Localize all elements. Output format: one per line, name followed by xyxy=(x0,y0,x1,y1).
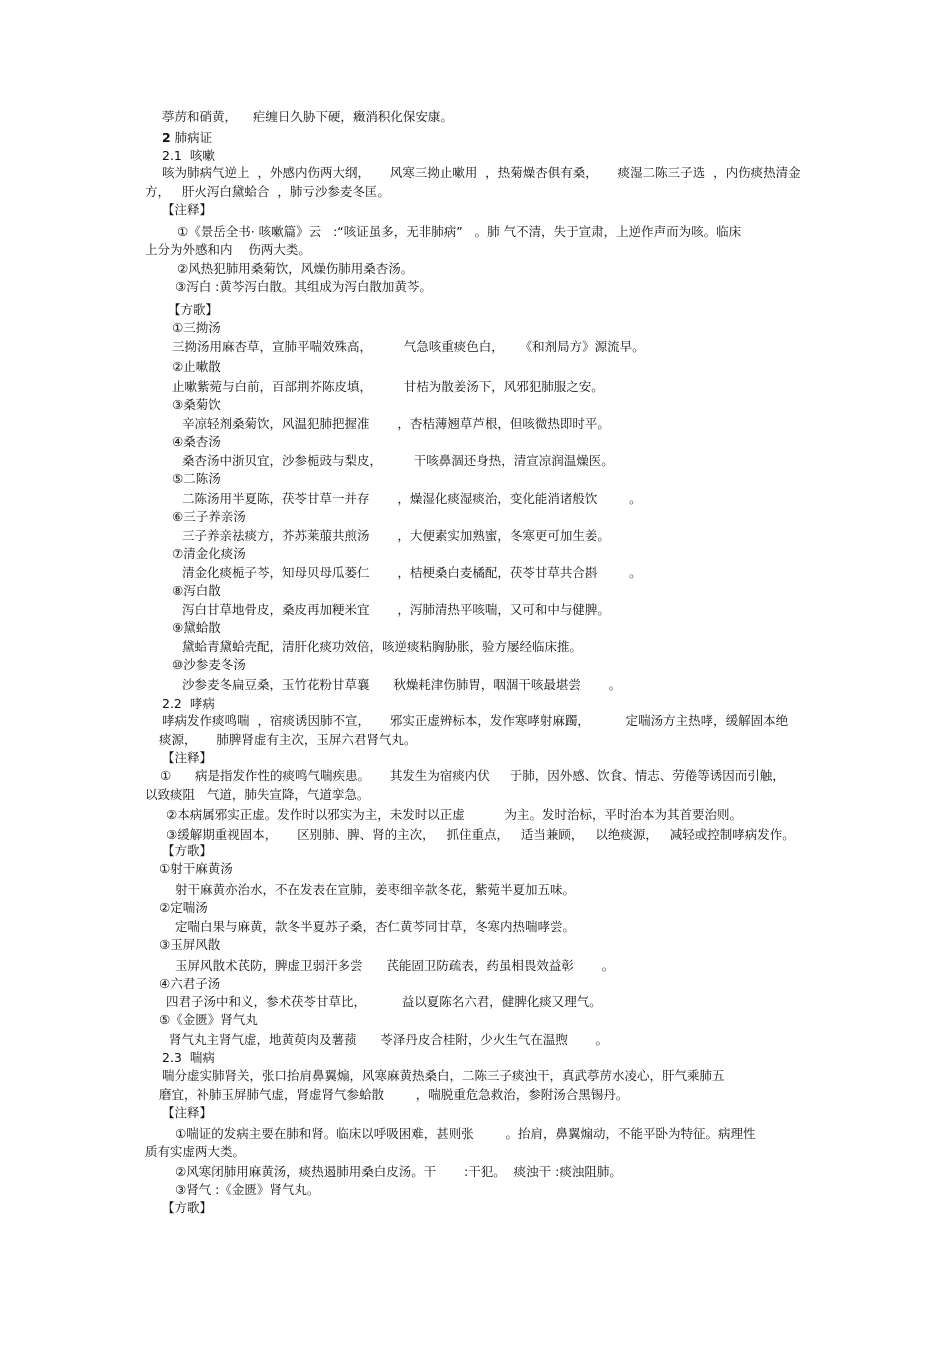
text-line: ②风寒闭肺用麻黄汤，痰热遏肺用桑白皮汤。干 :干犯。 痰浊干 :痰浊阻肺。 xyxy=(175,1164,622,1179)
text-line: ②本病属邪实正虚。发作时以邪实为主，未发时以正虚 为主。发时治标，平时治本为其首要治则。 xyxy=(166,807,742,822)
text-line: ①《景岳全书· 咳嗽篇》云 :“咳证虽多，无非肺病” 。肺 气不清，失于宣肃，上逆作声而为咳。临床 xyxy=(177,224,742,239)
section-title: 肺病证 xyxy=(170,130,213,145)
text-line: ②风热犯肺用桑菊饮，风燥伤肺用桑杏汤。 xyxy=(177,261,414,276)
text-line: 黛蛤青黛蛤壳配，清肝化痰功效倍，咳逆痰粘胸胁胀，验方屡经临床推。 xyxy=(182,639,583,654)
text-line: 磨宜，补肺玉屏肺气虚，肾虚肾气参蛤散 ，喘脱重危急救治，参附汤合黑锡丹。 xyxy=(159,1087,629,1102)
text-line xyxy=(162,132,212,145)
text-line: 2.3 喘病 xyxy=(162,1050,215,1065)
text-line: 射干麻黄亦治水，不在发表在宣肺，姜枣细辛款冬花，紫菀半夏加五味。 xyxy=(175,882,576,897)
text-line: 喘分虚实肺肾关，张口抬肩鼻翼煽，风寒麻黄热桑白，二陈三子痰浊干，真武葶苈水凌心，肝气乘肺五 xyxy=(162,1068,725,1083)
text-line: ① 病是指发作性的痰鸣气喘疾患。 其发生为宿痰内伏 于肺，因外感、饮食、情志、劳倦等诱因而引触， xyxy=(160,768,785,783)
text-line: 辛凉轻剂桑菊饮，风温犯肺把握准 ，杏桔薄翘草芦根，但咳微热即时平。 xyxy=(182,416,610,431)
text-line: ③泻白 :黄芩泻白散。其组成为泻白散加黄芩。 xyxy=(175,279,432,294)
text-line: ①三拗汤 xyxy=(172,320,221,335)
text-line: ④六君子汤 xyxy=(159,976,221,991)
text-line: 三子养亲祛痰方，芥苏莱菔共煎汤 ，大便素实加熟蜜，冬寒更可加生姜。 xyxy=(182,528,610,543)
text-line: 桑杏汤中浙贝宜，沙参栀豉与梨皮， 干咳鼻涸还身热，清宣凉润温燥医。 xyxy=(182,453,614,468)
text-line: ⑨黛蛤散 xyxy=(172,620,221,635)
text-line: 以致痰阻 气道，肺失宣降，气道挛急。 xyxy=(145,787,370,802)
text-line: 痰源， 肺脾肾虚有主次，玉屏六君肾气丸。 xyxy=(159,732,417,747)
text-line: ③玉屏风散 xyxy=(159,937,221,952)
text-line: ⑤二陈汤 xyxy=(172,471,221,486)
text-line: 【方歌】 xyxy=(162,1200,213,1215)
text-line: ③桑菊饮 xyxy=(172,397,221,412)
text-line: 质有实虚两大类。 xyxy=(145,1144,246,1159)
text-line: ③肾气 :《金匮》肾气丸。 xyxy=(175,1182,320,1197)
text-line: ⑥三子养亲汤 xyxy=(172,509,246,524)
text-line: 【注释】 xyxy=(162,750,213,765)
text-line: ①喘证的发病主要在肺和肾。临床以呼吸困难，甚则张 。抬肩，鼻翼煽动，不能平卧为特征。病理性 xyxy=(175,1126,756,1141)
text-line: 二陈汤用半夏陈，茯苓甘草一并存 ，燥湿化痰湿痰治，变化能消诸般饮 。 xyxy=(182,491,642,506)
text-line: 葶苈和硝黄， 疟缠日久胁下硬，癥消积化保安康。 xyxy=(162,109,453,124)
text-line: 玉屏风散术芪防，脾虚卫弱汗多尝 芪能固卫防疏表，药虽相畏效益彰 。 xyxy=(175,958,615,973)
text-line: ⑧泻白散 xyxy=(172,583,221,598)
text-line: ①射干麻黄汤 xyxy=(159,861,233,876)
text-line: 泻白甘草地骨皮，桑皮再加粳米宜 ，泻肺清热平咳喘，又可和中与健脾。 xyxy=(182,602,610,617)
text-line: 定喘白果与麻黄，款冬半夏苏子桑，杏仁黄芩同甘草，冬寒内热喘哮尝。 xyxy=(175,919,576,934)
text-line: 肾气丸主肾气虚，地黄萸肉及薯蓣 苓泽丹皮合桂附，少火生气在温煦 。 xyxy=(169,1032,609,1047)
text-line: ⑤《金匮》肾气丸 xyxy=(159,1012,258,1027)
text-line: 2.2 哮病 xyxy=(162,696,215,711)
text-line: 方， 肝火泻白黛蛤合 ，肺亏沙参麦冬匡。 xyxy=(145,184,390,199)
text-line: 2.1 咳嗽 xyxy=(162,148,215,163)
text-line: ②定喘汤 xyxy=(159,900,208,915)
section-number: 2 xyxy=(162,130,171,145)
text-line: 【方歌】 xyxy=(168,302,219,317)
text-line: 哮病发作痰鸣喘 ，宿痰诱因肺不宣， 邪实正虚辨标本，发作寒哮射麻躅， 定喘汤方主热哮，缓解固本绝 xyxy=(162,713,789,728)
text-line: 咳为肺病气逆上 ，外感内伤两大纲， 风寒三拗止嗽用 ，热菊燥杏俱有桑， 痰湿二陈三子选 ，内伤痰热清金 xyxy=(162,165,801,180)
text-line: ②止嗽散 xyxy=(172,359,221,374)
text-line: 【注释】 xyxy=(162,202,213,217)
text-line: 止嗽紫菀与白前，百部荆芥陈皮填， 甘桔为散姜汤下，风邪犯肺服之安。 xyxy=(172,379,604,394)
text-line: 【注释】 xyxy=(162,1105,213,1120)
text-line: 上分为外感和内 伤两大类。 xyxy=(145,242,311,257)
text-line: ④桑杏汤 xyxy=(172,434,221,449)
text-line: ⑦清金化痰汤 xyxy=(172,546,246,561)
text-line: 【方歌】 xyxy=(162,843,213,858)
text-line: 三拗汤用麻杏草，宣肺平喘效殊高， 气急咳重痰色白， 《和剂局方》源流早。 xyxy=(172,339,645,354)
text-line: 四君子汤中和义，参术茯苓甘草比， 益以夏陈名六君，健脾化痰又理气。 xyxy=(166,994,602,1009)
text-line: 清金化痰栀子芩，知母贝母瓜蒌仁 ，桔梗桑白麦橘配，茯苓甘草共合斟 。 xyxy=(182,565,642,580)
text-line: 沙参麦冬扁豆桑，玉竹花粉甘草襄 秋燥耗津伤肺胃，咽涸干咳最堪尝 。 xyxy=(182,677,622,692)
text-line: ③缓解期重视固本， 区别肺、脾、肾的主次， 抓住重点， 适当兼顾， 以绝痰源， 减轻或控制哮病发作。 xyxy=(166,827,795,842)
text-line: ⑩沙参麦冬汤 xyxy=(172,657,246,672)
